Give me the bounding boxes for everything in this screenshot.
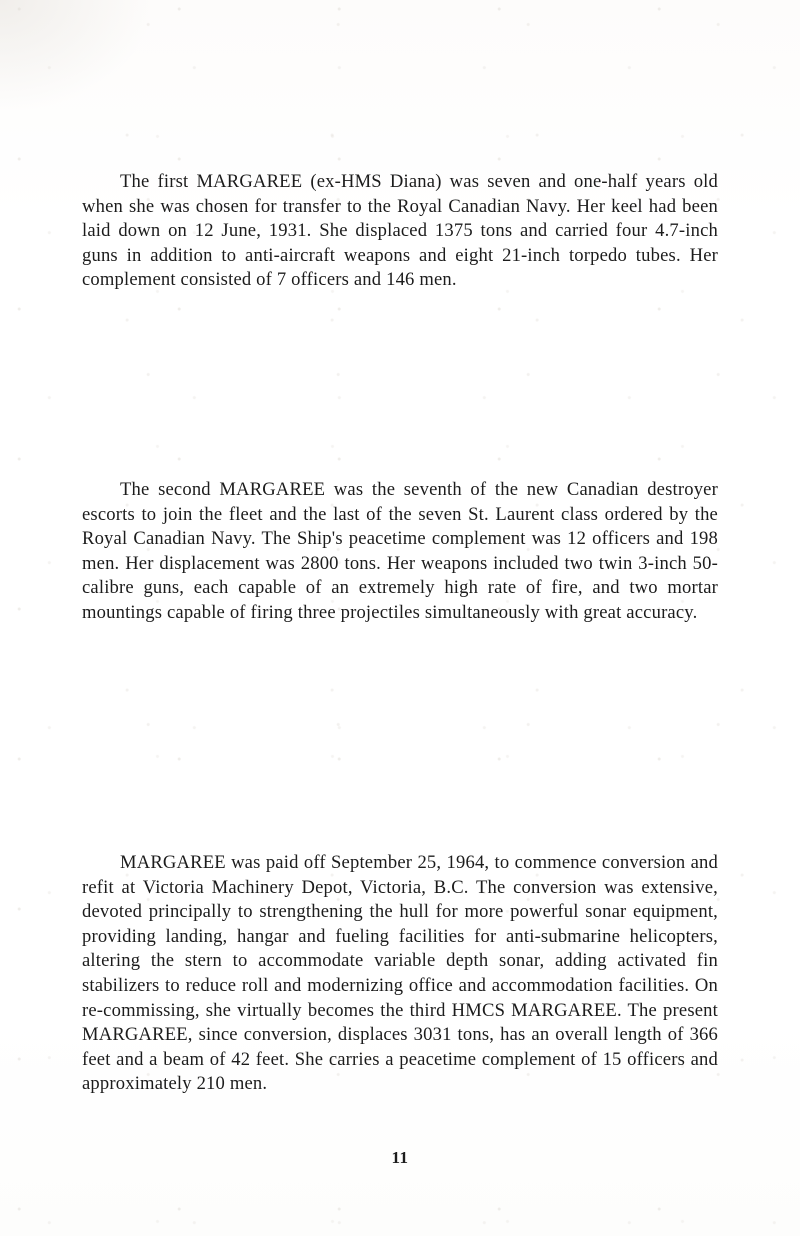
body-paragraph: MARGAREE was paid off September 25, 1964, to commence conversion and refit at Victoria Machinery Depot, Victoria, B.C. The conversion was extensive, devoted principally to strengthening the hull for more powerful sonar equipment, providing landing, hangar and fueling facilities for anti-submarine helicopters, altering the stern to accommodate variable depth sonar, adding activated fin stabilizers to reduce roll and modernizing office and accommodation facilities. On re-commissing, she virtually becomes the third HMCS MARGAREE. The present MARGAREE, since conversion, displaces 3031 tons, has an overall length of 366 feet and a beam of 42 feet. She carries a peacetime complement of 15 officers and approximately 210 men. <box>82 852 718 1095</box>
page-number: 11 <box>391 1148 409 1167</box>
paragraph-block-second-margaree <box>82 478 718 626</box>
paragraph-block-first-margaree <box>82 170 718 293</box>
body-paragraph: The first MARGAREE (ex-HMS Diana) was seven and one-half years old when she was chosen for transfer to the Royal Canadian Navy. Her keel had been laid down on 12 June, 1931. She displaced 1375 tons and carried four 4.7-inch guns in addition to anti-aircraft weapons and eight 21-inch torpedo tubes. Her complement consisted of 7 officers and 146 men. <box>82 171 718 291</box>
paragraph-block-third-margaree <box>82 851 718 1097</box>
body-paragraph: The second MARGAREE was the seventh of the new Canadian destroyer escorts to join the fleet and the last of the seven St. Laurent class ordered by the Royal Canadian Navy. The Ship's peacetime complement was 12 officers and 198 men. Her displacement was 2800 tons. Her weapons included two twin 3-inch 50-calibre guns, each capable of an extremely high rate of fire, and two mortar mountings capable of firing three projectiles simultaneously with great accuracy. <box>82 479 718 623</box>
